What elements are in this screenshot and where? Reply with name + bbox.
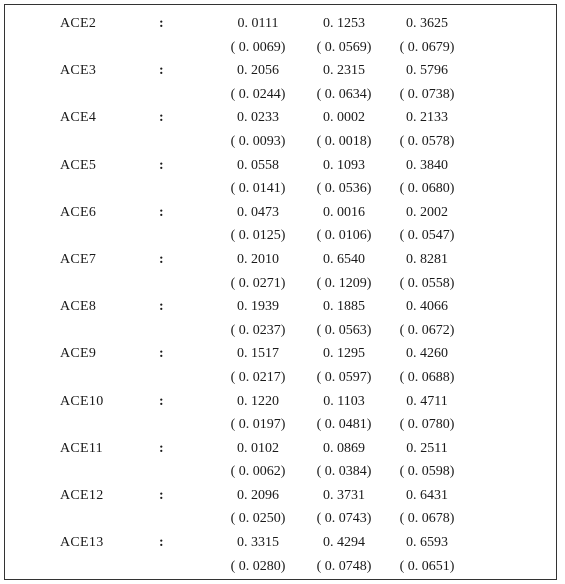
estimate-value-2: 0. 1103: [323, 393, 365, 409]
estimate-value-1: 0. 2096: [237, 487, 279, 503]
row-colon: :: [159, 204, 164, 220]
standard-error-line: [5, 461, 556, 483]
standard-error-3: ( 0. 0680): [399, 181, 455, 197]
estimate-line: [5, 391, 556, 413]
row-label: ACE7: [60, 251, 97, 267]
estimate-value-3: 0. 2133: [406, 110, 448, 126]
table-row: [5, 391, 556, 438]
standard-error-line: [5, 367, 556, 389]
estimate-line: [5, 155, 556, 177]
row-colon: :: [159, 63, 164, 79]
row-colon: :: [159, 393, 164, 409]
row-label: ACE8: [60, 299, 97, 315]
row-colon: :: [159, 110, 164, 126]
row-label: ACE6: [60, 204, 97, 220]
table-row: [5, 438, 556, 485]
estimate-value-1: 0. 2010: [237, 251, 279, 267]
standard-error-2: ( 0. 0018): [316, 133, 372, 149]
standard-error-1: ( 0. 0062): [230, 464, 286, 480]
standard-error-3: ( 0. 0688): [399, 369, 455, 385]
row-label: ACE11: [60, 440, 103, 456]
standard-error-2: ( 0. 0384): [316, 464, 372, 480]
estimate-value-2: 0. 3731: [323, 487, 365, 503]
estimate-value-2: 0. 1885: [323, 299, 365, 315]
standard-error-3: ( 0. 0738): [399, 86, 455, 102]
standard-error-2: ( 0. 0743): [316, 511, 372, 527]
row-colon: :: [159, 299, 164, 315]
standard-error-2: ( 0. 0569): [316, 39, 372, 55]
table-row: [5, 155, 556, 202]
estimate-value-1: 0. 1939: [237, 299, 279, 315]
standard-error-1: ( 0. 0237): [230, 322, 286, 338]
standard-error-2: ( 0. 1209): [316, 275, 372, 291]
standard-error-1: ( 0. 0141): [230, 181, 286, 197]
results-table: [4, 4, 557, 580]
standard-error-1: ( 0. 0244): [230, 86, 286, 102]
standard-error-3: ( 0. 0780): [399, 417, 455, 433]
row-colon: :: [159, 440, 164, 456]
estimate-value-3: 0. 4066: [406, 299, 448, 315]
standard-error-line: [5, 131, 556, 153]
estimate-line: [5, 296, 556, 318]
estimate-line: [5, 438, 556, 460]
estimate-value-1: 0. 3315: [237, 535, 279, 551]
standard-error-line: [5, 414, 556, 436]
table-row: [5, 13, 556, 60]
estimate-value-1: 0. 2056: [237, 63, 279, 79]
standard-error-3: ( 0. 0679): [399, 39, 455, 55]
estimate-value-3: 0. 3840: [406, 157, 448, 173]
row-label: ACE13: [60, 535, 104, 551]
estimate-value-3: 0. 2002: [406, 204, 448, 220]
row-colon: :: [159, 251, 164, 267]
row-label: ACE10: [60, 393, 104, 409]
standard-error-3: ( 0. 0547): [399, 228, 455, 244]
standard-error-3: ( 0. 0578): [399, 133, 455, 149]
standard-error-1: ( 0. 0250): [230, 511, 286, 527]
row-label: ACE3: [60, 63, 97, 79]
table-row: [5, 60, 556, 107]
estimate-value-3: 0. 5796: [406, 63, 448, 79]
standard-error-line: [5, 178, 556, 200]
standard-error-1: ( 0. 0280): [230, 558, 286, 574]
row-colon: :: [159, 487, 164, 503]
estimate-value-2: 0. 0002: [323, 110, 365, 126]
estimate-line: [5, 343, 556, 365]
estimate-value-3: 0. 4260: [406, 346, 448, 362]
estimate-value-2: 0. 2315: [323, 63, 365, 79]
estimate-value-2: 0. 0016: [323, 204, 365, 220]
estimate-value-3: 0. 6593: [406, 535, 448, 551]
estimate-value-2: 0. 1295: [323, 346, 365, 362]
standard-error-1: ( 0. 0271): [230, 275, 286, 291]
estimate-value-3: 0. 6431: [406, 487, 448, 503]
standard-error-3: ( 0. 0678): [399, 511, 455, 527]
standard-error-2: ( 0. 0597): [316, 369, 372, 385]
standard-error-line: [5, 225, 556, 247]
standard-error-1: ( 0. 0069): [230, 39, 286, 55]
estimate-line: [5, 485, 556, 507]
estimate-value-1: 0. 0102: [237, 440, 279, 456]
estimate-value-2: 0. 0869: [323, 440, 365, 456]
standard-error-line: [5, 320, 556, 342]
estimate-line: [5, 13, 556, 35]
table-row: [5, 107, 556, 154]
estimate-value-1: 0. 1517: [237, 346, 279, 362]
standard-error-2: ( 0. 0634): [316, 86, 372, 102]
estimate-line: [5, 249, 556, 271]
row-label: ACE9: [60, 346, 97, 362]
standard-error-2: ( 0. 0106): [316, 228, 372, 244]
standard-error-2: ( 0. 0481): [316, 417, 372, 433]
row-label: ACE12: [60, 487, 104, 503]
table-row: [5, 485, 556, 532]
estimate-line: [5, 60, 556, 82]
estimate-value-1: 0. 0558: [237, 157, 279, 173]
standard-error-2: ( 0. 0563): [316, 322, 372, 338]
standard-error-line: [5, 273, 556, 295]
table-body: [5, 13, 556, 579]
estimate-value-3: 0. 8281: [406, 251, 448, 267]
estimate-value-1: 0. 0473: [237, 204, 279, 220]
standard-error-1: ( 0. 0093): [230, 133, 286, 149]
standard-error-3: ( 0. 0672): [399, 322, 455, 338]
standard-error-line: [5, 508, 556, 530]
estimate-value-2: 0. 6540: [323, 251, 365, 267]
estimate-value-1: 0. 0233: [237, 110, 279, 126]
estimate-line: [5, 107, 556, 129]
standard-error-1: ( 0. 0197): [230, 417, 286, 433]
standard-error-1: ( 0. 0125): [230, 228, 286, 244]
estimate-value-3: 0. 4711: [406, 393, 448, 409]
table-row: [5, 343, 556, 390]
table-row: [5, 296, 556, 343]
row-colon: :: [159, 346, 164, 362]
row-colon: :: [159, 535, 164, 551]
table-row: [5, 532, 556, 579]
standard-error-line: [5, 84, 556, 106]
estimate-value-3: 0. 2511: [406, 440, 448, 456]
row-label: ACE2: [60, 16, 97, 31]
estimate-value-2: 0. 1093: [323, 157, 365, 173]
standard-error-2: ( 0. 0536): [316, 181, 372, 197]
table-row: [5, 249, 556, 296]
standard-error-line: [5, 37, 556, 59]
estimate-value-2: 0. 4294: [323, 535, 365, 551]
row-colon: :: [159, 16, 164, 31]
row-colon: :: [159, 157, 164, 173]
row-label: ACE4: [60, 110, 97, 126]
estimate-value-1: 0. 1220: [237, 393, 279, 409]
row-label: ACE5: [60, 157, 97, 173]
standard-error-2: ( 0. 0748): [316, 558, 372, 574]
standard-error-3: ( 0. 0651): [399, 558, 455, 574]
standard-error-1: ( 0. 0217): [230, 369, 286, 385]
estimate-line: [5, 532, 556, 554]
estimate-value-3: 0. 3625: [406, 16, 448, 31]
standard-error-line: [5, 556, 556, 578]
estimate-value-2: 0. 1253: [323, 16, 365, 31]
estimate-line: [5, 202, 556, 224]
standard-error-3: ( 0. 0558): [399, 275, 455, 291]
standard-error-3: ( 0. 0598): [399, 464, 455, 480]
table-row: [5, 202, 556, 249]
estimate-value-1: 0. 0111: [237, 16, 279, 31]
